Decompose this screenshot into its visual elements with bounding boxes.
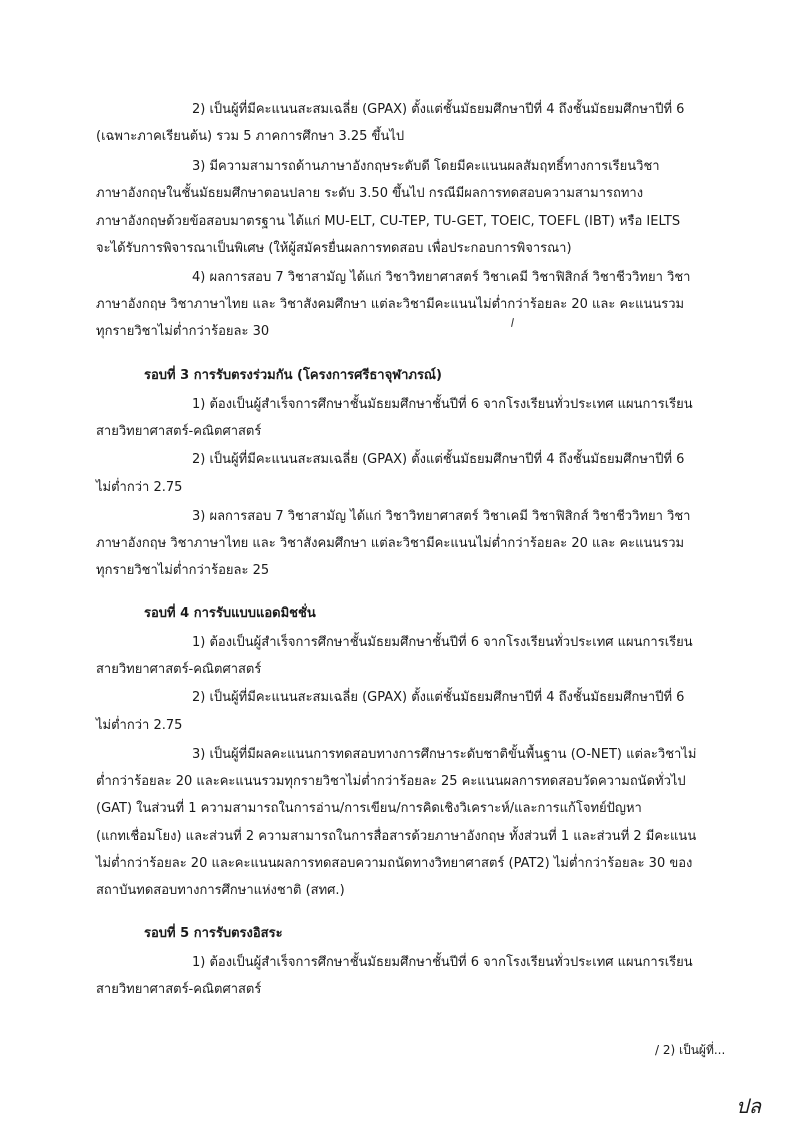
round-4-criterion-1: 1) ต้องเป็นผู้สำเร็จการศึกษาชั้นมัธยมศึกษาชั้นปีที่ 6 จากโรงเรียนทั่วประเทศ แผนการเรียน	[192, 635, 693, 650]
text-line: ทุกรายวิชาไม่ต่ำกว่าร้อยละ 25	[96, 563, 270, 578]
round-3-criterion-1: 1) ต้องเป็นผู้สำเร็จการศึกษาชั้นมัธยมศึกษาชั้นปีที่ 6 จากโรงเรียนทั่วประเทศ แผนการเรียน	[192, 397, 693, 412]
text-line: ต่ำกว่าร้อยละ 20 และคะแนนรวมทุกรายวิชาไม่ต่ำกว่าร้อยละ 25 คะแนนผลการทดสอบวัดความถนัดทั่วไป	[96, 774, 686, 789]
text-line: ภาษาอังกฤษด้วยข้อสอบมาตรฐาน ได้แก่ MU-ELT, CU-TEP, TU-GET, TOEIC, TOEFL (IBT) หรือ IELTS	[96, 214, 681, 229]
text-line: ทุกรายวิชาไม่ต่ำกว่าร้อยละ 30	[96, 324, 270, 339]
text-line: ภาษาอังกฤษ วิชาภาษาไทย และ วิชาสังคมศึกษา แต่ละวิชามีคะแนนไม่ต่ำกว่าร้อยละ 20 และ คะแนนรวม	[96, 297, 685, 312]
text-line: สายวิทยาศาสตร์-คณิตศาสตร์	[96, 982, 262, 997]
round-3-criterion-3: 3) ผลการสอบ 7 วิชาสามัญ ได้แก่ วิชาวิทยาศาสตร์ วิชาเคมี วิชาฟิสิกส์ วิชาชีววิทยา วิชา	[192, 509, 691, 524]
criterion-3-english: 3) มีความสามารถด้านภาษาอังกฤษระดับดี โดยมีคะแนนผลสัมฤทธิ์ทางการเรียนวิชา	[192, 159, 660, 174]
round-4-criterion-2: 2) เป็นผู้ที่มีคะแนนสะสมเฉลี่ย (GPAX) ตั้งแต่ชั้นมัธยมศึกษาปีที่ 4 ถึงชั้นมัธยมศึกษาปีที่ 6	[192, 690, 685, 705]
text-line: (เฉพาะภาคเรียนต้น) รวม 5 ภาคการศึกษา 3.25 ขึ้นไป	[96, 129, 405, 144]
stray-pen-mark	[511, 318, 514, 327]
round-4-criterion-3: 3) เป็นผู้ที่มีผลคะแนนการทดสอบทางการศึกษาระดับชาติขั้นพื้นฐาน (O-NET) แต่ละวิชาไม่	[192, 747, 697, 762]
text-line: (GAT) ในส่วนที่ 1 ความสามารถในการอ่าน/การเขียน/การคิดเชิงวิเคราะห์/และการแก้โจทย์ปัญหา	[96, 801, 642, 816]
text-line: ภาษาอังกฤษ วิชาภาษาไทย และ วิชาสังคมศึกษา แต่ละวิชามีคะแนนไม่ต่ำกว่าร้อยละ 20 และ คะแนนรวม	[96, 536, 685, 551]
continuation-note: / 2) เป็นผู้ที่...	[655, 1043, 726, 1057]
text-line: ภาษาอังกฤษในชั้นมัธยมศึกษาตอนปลาย ระดับ 3.50 ขึ้นไป กรณีมีผลการทดสอบความสามารถทาง	[96, 186, 644, 201]
text-line: จะได้รับการพิจารณาเป็นพิเศษ (ให้ผู้สมัครยื่นผลการทดสอบ เพื่อประกอบการพิจารณา)	[96, 241, 572, 256]
handwritten-initials: ปล	[736, 1094, 761, 1118]
criterion-2-gpax: 2) เป็นผู้ที่มีคะแนนสะสมเฉลี่ย (GPAX) ตั้งแต่ชั้นมัธยมศึกษาปีที่ 4 ถึงชั้นมัธยมศึกษาปีที่ 6	[192, 102, 685, 117]
round-4-heading: รอบที่ 4 การรับแบบแอดมิชชั่น	[144, 606, 316, 621]
text-line: สถาบันทดสอบทางการศึกษาแห่งชาติ (สทศ.)	[96, 883, 345, 898]
text-line: สายวิทยาศาสตร์-คณิตศาสตร์	[96, 662, 262, 677]
round-3-heading: รอบที่ 3 การรับตรงร่วมกัน (โครงการศรีธาจุฬาภรณ์)	[144, 368, 442, 383]
text-line: สายวิทยาศาสตร์-คณิตศาสตร์	[96, 424, 262, 439]
text-line: ไม่ต่ำกว่า 2.75	[96, 480, 183, 495]
criterion-4-exam: 4) ผลการสอบ 7 วิชาสามัญ ได้แก่ วิชาวิทยาศาสตร์ วิชาเคมี วิชาฟิสิกส์ วิชาชีววิทยา วิชา	[192, 270, 691, 285]
round-3-criterion-2: 2) เป็นผู้ที่มีคะแนนสะสมเฉลี่ย (GPAX) ตั้งแต่ชั้นมัธยมศึกษาปีที่ 4 ถึงชั้นมัธยมศึกษาปีที่ 6	[192, 452, 685, 467]
text-line: (แกทเชื่อมโยง) และส่วนที่ 2 ความสามารถในการสื่อสารด้วยภาษาอังกฤษ ทั้งส่วนที่ 1 และส่วนที่ 2 มีคะแนน	[96, 829, 697, 844]
text-line: ไม่ต่ำกว่า 2.75	[96, 718, 183, 733]
text-line: ไม่ต่ำกว่าร้อยละ 20 และคะแนนผลการทดสอบความถนัดทางวิทยาศาสตร์ (PAT2) ไม่ต่ำกว่าร้อยละ 30 ของ	[96, 856, 693, 871]
round-5-heading: รอบที่ 5 การรับตรงอิสระ	[144, 926, 283, 941]
round-5-criterion-1: 1) ต้องเป็นผู้สำเร็จการศึกษาชั้นมัธยมศึกษาชั้นปีที่ 6 จากโรงเรียนทั่วประเทศ แผนการเรียน	[192, 955, 693, 970]
